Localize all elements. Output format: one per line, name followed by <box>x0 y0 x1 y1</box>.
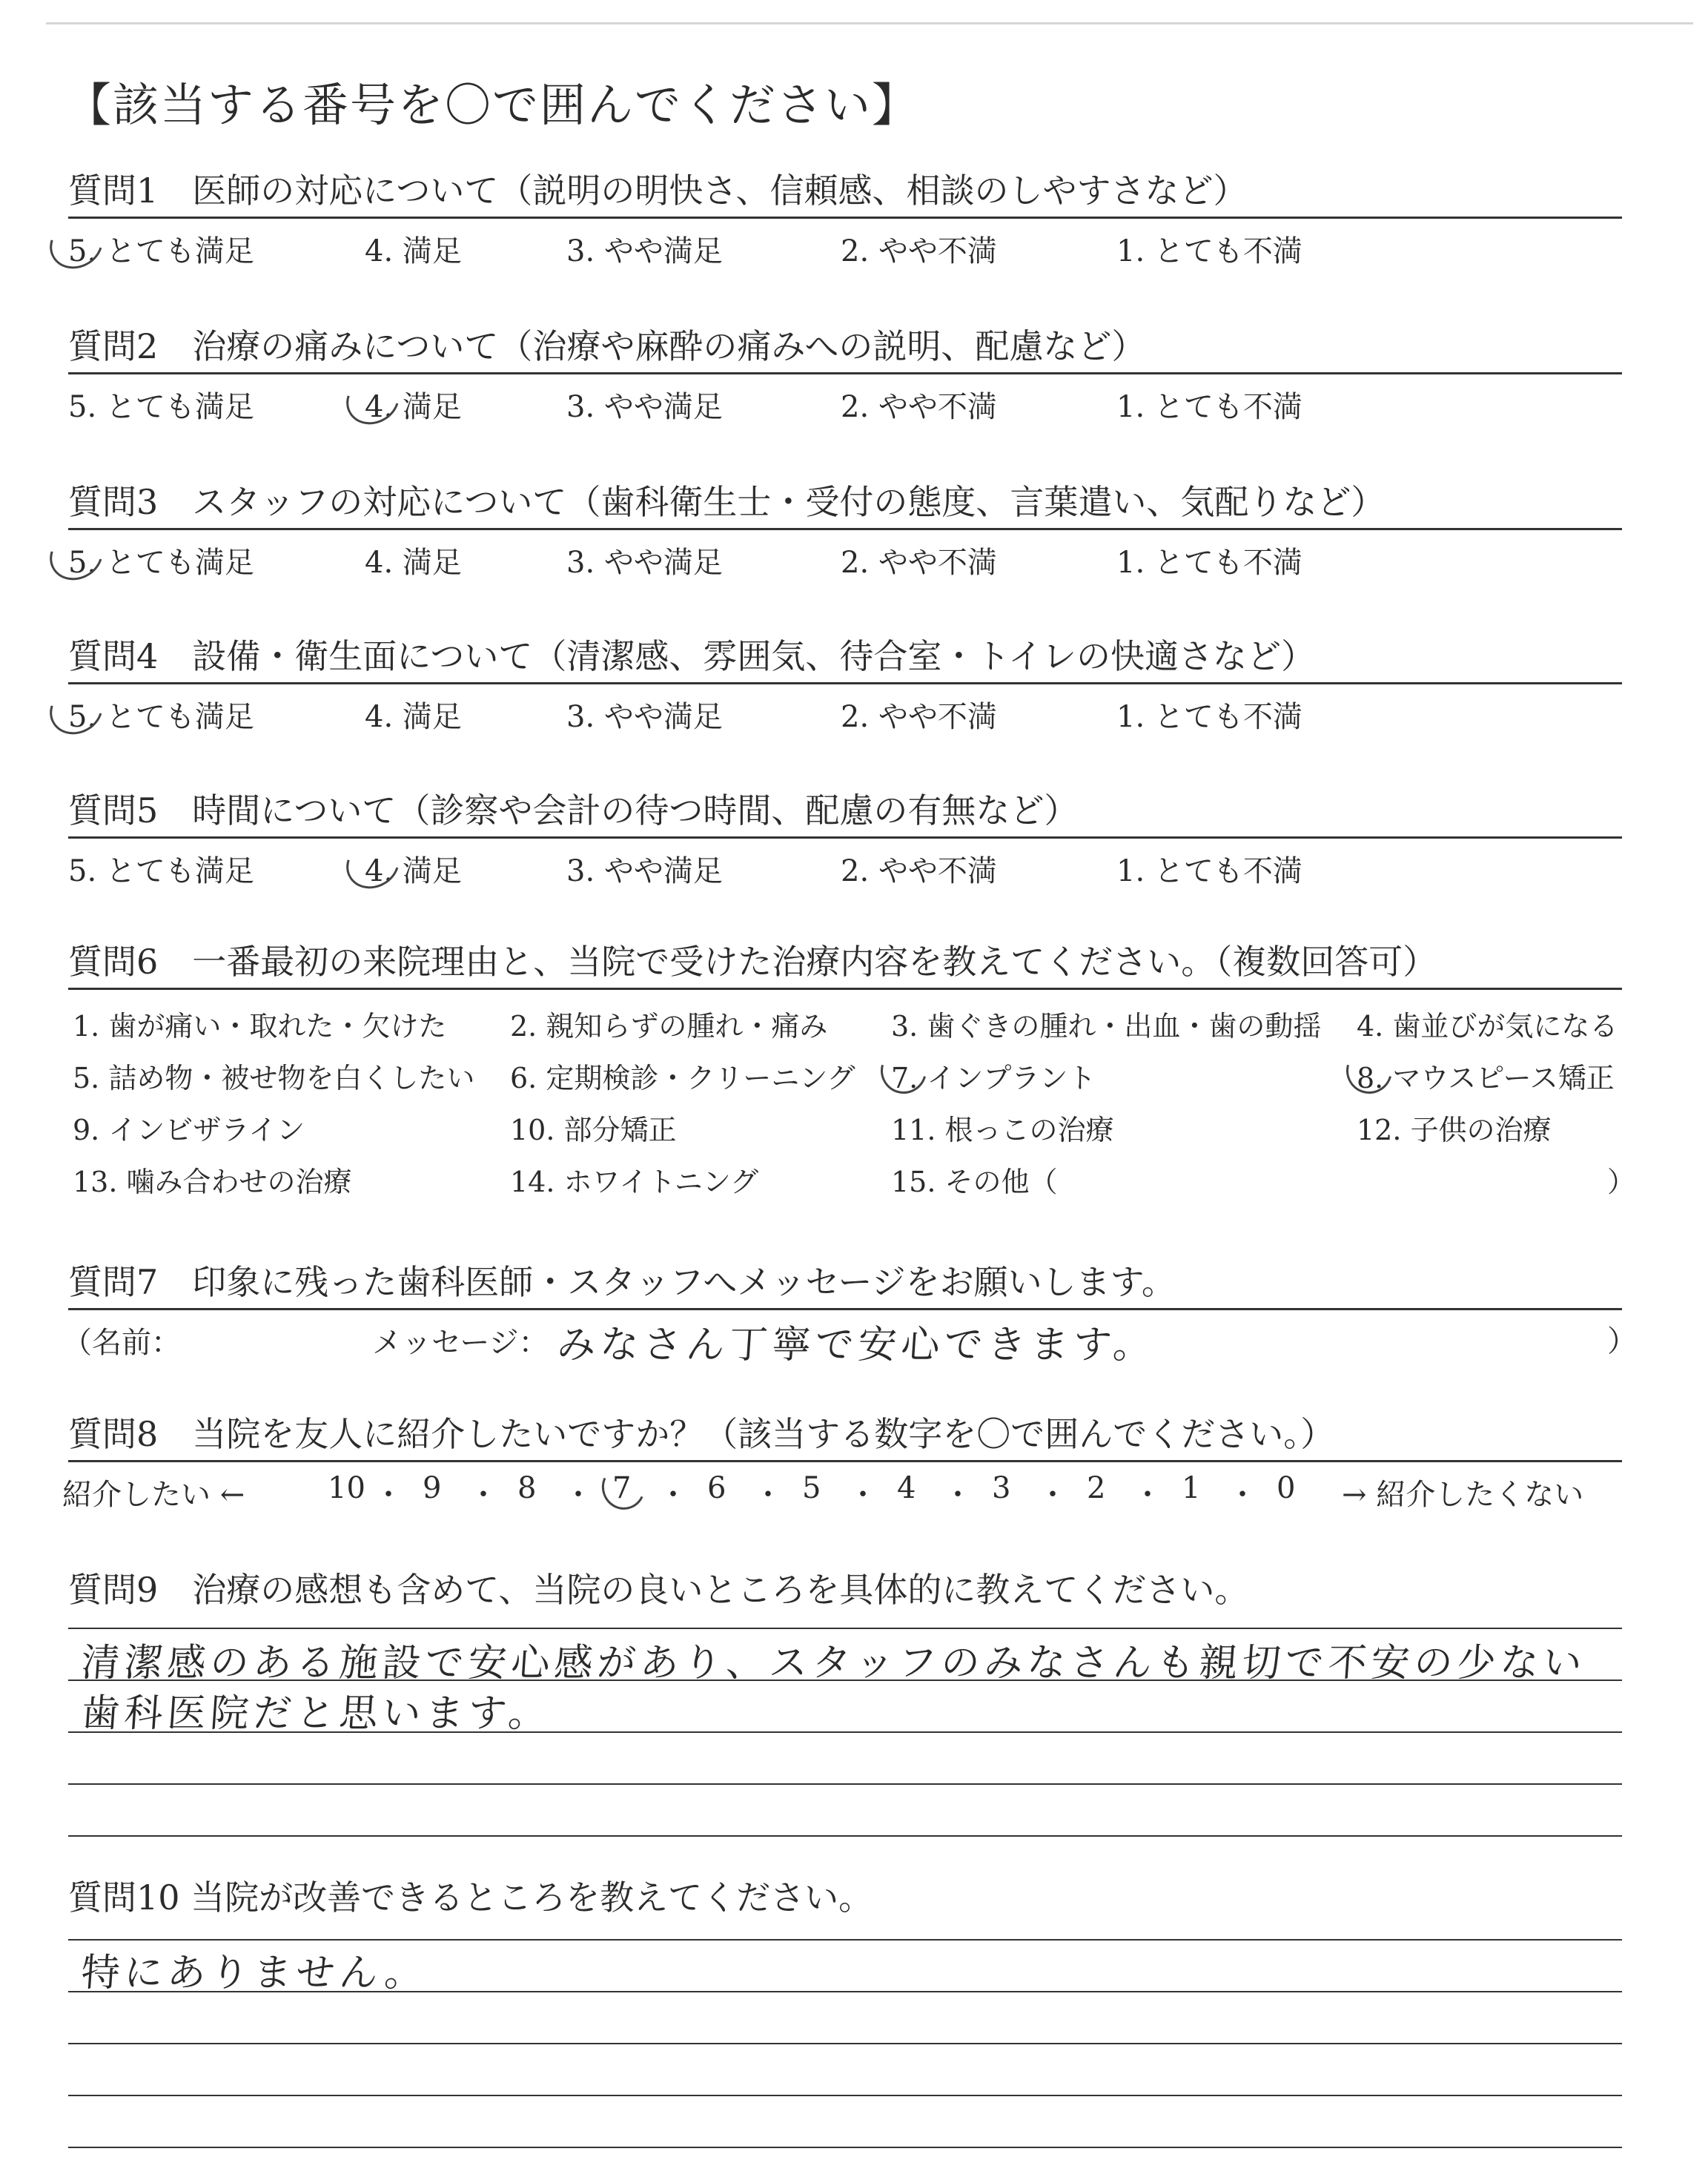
rating-options <box>68 219 1622 266</box>
selection-circle <box>595 1459 651 1516</box>
answer-line <box>68 1939 1622 1941</box>
q6-option[interactable]: 2. 親知らずの腫れ・痛み <box>510 1010 828 1043</box>
question-3 <box>68 480 1622 578</box>
question-title: 質問6 一番最初の来院理由と、当院で受けた治療内容を教えてください。（複数回答可） <box>68 940 1622 990</box>
scale-separator: ・ <box>943 1478 973 1512</box>
question-6 <box>68 940 1636 1212</box>
question-5 <box>68 789 1622 886</box>
recommend-scale <box>62 1462 1622 1512</box>
scale-number[interactable]: 3 <box>992 1471 1011 1505</box>
rating-option[interactable]: 2. やや不満 <box>841 234 997 268</box>
close-paren: ） <box>1607 1324 1637 1358</box>
question-title: 質問5 時間について（診察や会計の待つ時間、配慮の有無など） <box>68 789 1622 839</box>
name-label: （名前： <box>62 1326 181 1360</box>
q9-answer-line-1: 清潔感のある施設で安心感があり、スタッフのみなさんも親切で不安の少ない <box>79 1641 1588 1685</box>
q6-option[interactable]: 12. 子供の治療 <box>1357 1114 1552 1146</box>
rating-option[interactable]: 2. やや不満 <box>841 546 997 580</box>
scale-number[interactable]: 1 <box>1182 1471 1201 1505</box>
rating-option[interactable]: 5. とても満足 <box>68 700 254 734</box>
rating-option[interactable]: 5. とても満足 <box>68 390 254 424</box>
answer-line <box>68 1628 1622 1629</box>
q6-option[interactable]: 8. マウスピース矯正 <box>1357 1062 1615 1094</box>
scale-separator: ・ <box>469 1478 498 1512</box>
answer-line <box>68 1991 1622 1992</box>
rating-options <box>68 530 1622 578</box>
answer-line <box>68 1680 1622 1681</box>
q6-option[interactable]: 7. インプラント <box>891 1062 1096 1094</box>
rating-option[interactable]: 5. とても満足 <box>68 546 254 580</box>
question-title: 質問3 スタッフの対応について（歯科衛生士・受付の態度、言葉遣い、気配りなど） <box>68 480 1622 530</box>
scale-number[interactable]: 5 <box>802 1471 821 1505</box>
scale-separator: ・ <box>753 1478 783 1512</box>
q6-option[interactable]: 10. 部分矯正 <box>510 1114 677 1146</box>
message-label: メッセージ： <box>372 1326 549 1360</box>
question-title: 質問7 印象に残った歯科医師・スタッフへメッセージをお願いします。 <box>68 1261 1622 1310</box>
answer-line <box>68 1731 1622 1733</box>
scale-number[interactable]: 9 <box>423 1471 442 1505</box>
scale-separator: ・ <box>1228 1478 1257 1512</box>
answer-line <box>68 2043 1622 2044</box>
q6-option[interactable]: 6. 定期検診・クリーニング <box>510 1062 855 1094</box>
question-9 <box>68 1568 1622 1611</box>
scale-number[interactable]: 2 <box>1087 1471 1106 1505</box>
scale-number[interactable]: 4 <box>897 1471 916 1505</box>
question-title: 質問8 当院を友人に紹介したいですか？（該当する数字を〇で囲んでください。） <box>68 1413 1622 1462</box>
q6-option[interactable]: 9. インビザライン <box>73 1114 305 1146</box>
rating-option[interactable]: 5. とても満足 <box>68 234 254 268</box>
question-10 <box>68 1876 1622 1919</box>
q6-option[interactable]: 4. 歯並びが気になる <box>1357 1010 1618 1043</box>
rating-option[interactable]: 4. 満足 <box>365 854 462 888</box>
answer-line <box>68 2147 1622 2148</box>
rating-option[interactable]: 5. とても満足 <box>68 854 254 888</box>
scale-number[interactable]: 8 <box>517 1471 537 1505</box>
question-4 <box>68 635 1622 732</box>
question-title: 質問10 当院が改善できるところを教えてください。 <box>68 1877 873 1918</box>
page-title: 【該当する番号を〇で囲んでください】 <box>65 78 920 132</box>
rating-option[interactable]: 4. 満足 <box>365 546 462 580</box>
scale-right-label: → 紹介したくない <box>1342 1478 1584 1512</box>
q6-option[interactable]: 13. 噛み合わせの治療 <box>73 1166 352 1198</box>
scale-separator: ・ <box>374 1478 403 1512</box>
rating-option[interactable]: 2. やや不満 <box>841 700 997 734</box>
rating-option[interactable]: 3. やや満足 <box>566 390 723 424</box>
answer-line <box>68 1783 1622 1785</box>
scale-separator: ・ <box>1038 1478 1068 1512</box>
question-title: 質問2 治療の痛みについて（治療や麻酔の痛みへの説明、配慮など） <box>68 325 1622 374</box>
rating-options <box>68 839 1622 886</box>
scale-number[interactable]: 0 <box>1277 1471 1296 1505</box>
rating-option[interactable]: 3. やや満足 <box>566 546 723 580</box>
question-title: 質問4 設備・衛生面について（清潔感、雰囲気、待合室・トイレの快適さなど） <box>68 635 1622 684</box>
scale-separator: ・ <box>1133 1478 1162 1512</box>
rating-option[interactable]: 1. とても不満 <box>1116 854 1302 888</box>
rating-option[interactable]: 3. やや満足 <box>566 854 723 888</box>
top-border <box>46 22 1693 24</box>
q6-option[interactable]: 11. 根っこの治療 <box>891 1114 1114 1146</box>
rating-option[interactable]: 1. とても不満 <box>1116 234 1302 268</box>
rating-option[interactable]: 1. とても不満 <box>1116 700 1302 734</box>
rating-option[interactable]: 3. やや満足 <box>566 234 723 268</box>
scale-left-label: 紹介したい ← <box>62 1478 245 1512</box>
rating-options <box>68 684 1622 732</box>
q6-option[interactable]: 15. その他（ <box>891 1166 1058 1198</box>
rating-option[interactable]: 4. 満足 <box>365 234 462 268</box>
q6-options-grid <box>68 990 1636 1212</box>
q6-option[interactable]: 14. ホワイトニング <box>510 1166 759 1198</box>
rating-options <box>68 374 1622 422</box>
rating-option[interactable]: 1. とても不満 <box>1116 546 1302 580</box>
answer-line <box>68 1835 1622 1837</box>
q6-option[interactable]: 1. 歯が痛い・取れた・欠けた <box>73 1010 447 1043</box>
scale-separator: ・ <box>848 1478 878 1512</box>
scale-number[interactable]: 10 <box>328 1471 365 1505</box>
question-title: 質問9 治療の感想も含めて、当院の良いところを具体的に教えてください。 <box>68 1570 1249 1610</box>
rating-option[interactable]: 2. やや不満 <box>841 854 997 888</box>
close-paren: ） <box>1607 1166 1636 1198</box>
answer-line <box>68 2095 1622 2096</box>
q9-answer-line-2: 歯科医院だと思います。 <box>79 1691 553 1736</box>
rating-option[interactable]: 2. やや不満 <box>841 390 997 424</box>
scale-number[interactable]: 7 <box>612 1471 632 1505</box>
q6-option[interactable]: 3. 歯ぐきの腫れ・出血・歯の動揺 <box>891 1010 1322 1043</box>
question-8 <box>62 1413 1622 1512</box>
scale-separator: ・ <box>563 1478 593 1512</box>
question-7 <box>62 1261 1637 1370</box>
q10-answer-line-1: 特にありません。 <box>79 1951 429 1995</box>
q6-option[interactable]: 5. 詰め物・被せ物を白くしたい <box>73 1062 475 1094</box>
rating-option[interactable]: 1. とても不満 <box>1116 390 1302 424</box>
rating-option[interactable]: 4. 満足 <box>365 700 462 734</box>
scale-number[interactable]: 6 <box>707 1471 726 1505</box>
message-handwritten: みなさん丁寧で安心できます。 <box>555 1323 1158 1367</box>
rating-option[interactable]: 3. やや満足 <box>566 700 723 734</box>
rating-option[interactable]: 4. 満足 <box>365 390 462 424</box>
question-1 <box>68 169 1622 266</box>
question-title: 質問1 医師の対応について（説明の明快さ、信頼感、相談のしやすさなど） <box>68 169 1622 219</box>
scale-separator: ・ <box>658 1478 688 1512</box>
question-2 <box>68 325 1622 422</box>
